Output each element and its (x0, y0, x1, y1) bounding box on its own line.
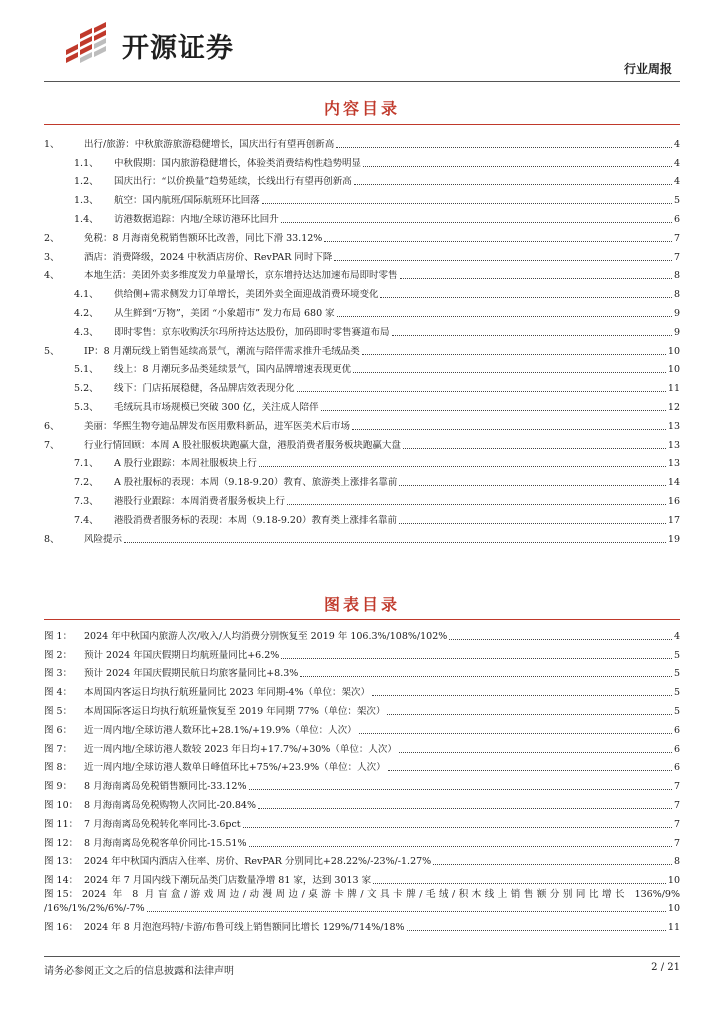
toc-entry[interactable] (44, 320, 680, 339)
toc-entry-number: 5.2、 (74, 383, 99, 395)
figure-entry-number: 图 5： (44, 705, 73, 717)
figure-entry-page: 5 (673, 687, 680, 699)
figure-entry-page: 7 (673, 818, 680, 830)
toc-entry-text: 美丽：华熙生物夸迪品牌发布医用敷料新品，进军医美术后市场 (84, 420, 351, 432)
toc-entry-number: 3、 (44, 251, 60, 263)
figure-entry-number: 图 1： (44, 630, 73, 642)
figure-entry-page: 10 (667, 903, 680, 915)
dot-leader (297, 391, 666, 392)
figure-entry-page: 6 (673, 743, 680, 755)
figure-entry-text: 预计 2024 年国庆假期民航日均旅客量同比+8.3% (84, 668, 299, 680)
toc-entry-page: 14 (667, 477, 680, 489)
figure-entry-number: 图 11： (44, 818, 79, 830)
figure-entry-number: 图 4： (44, 687, 73, 699)
figure-entry-text: 近一周内地/全球访港人数环比+28.1%/+19.9%（单位：人次） (84, 724, 357, 736)
dot-leader (324, 241, 672, 242)
figure-entry-page: 5 (673, 668, 680, 680)
figure-entry[interactable] (44, 624, 680, 643)
dot-leader (300, 676, 672, 677)
figure-entry[interactable] (44, 850, 680, 869)
toc-entry[interactable] (44, 527, 680, 546)
figures-list (44, 624, 680, 934)
toc-entry-number: 6、 (44, 420, 60, 432)
dot-leader (124, 542, 666, 543)
toc-entry-text: 行业行情回顾：本周 A 股社服板块跑赢大盘，港股消费者服务板块跑赢大盘 (84, 439, 401, 451)
dot-leader (336, 147, 672, 148)
dot-leader (334, 260, 672, 261)
figure-entry-text: 8 月海南离岛免税客单价同比-15.51% (84, 837, 247, 849)
brand-logo (62, 22, 234, 68)
figure-entry[interactable] (44, 812, 680, 831)
toc-entry-number: 1.2、 (74, 176, 99, 188)
toc-entry-text: 出行/旅游：中秋旅游旅游稳健增长，国庆出行有望再创新高 (84, 138, 335, 150)
toc-entry[interactable] (44, 245, 680, 264)
toc-entry-number: 7、 (44, 439, 60, 451)
figure-entry-number: 图 9： (44, 781, 73, 793)
figure-entry-page: 6 (673, 724, 680, 736)
toc-entry[interactable] (44, 376, 680, 395)
toc-entry[interactable] (44, 207, 680, 226)
dot-leader (399, 752, 672, 753)
figure-entry-text: 本周国内客运日均执行航班量同比 2023 年同期-4%（单位：架次） (84, 687, 370, 699)
figure-entry-page: 5 (673, 705, 680, 717)
toc-entry[interactable] (44, 226, 680, 245)
toc-entry-page: 5 (673, 195, 680, 207)
toc-entry-number: 4.2、 (74, 307, 99, 319)
figure-entry-text: 2024 年 7 月国内线下潮玩品类门店数量净增 81 家，达到 3013 家 (84, 875, 372, 887)
toc-entry-page: 13 (667, 439, 680, 451)
dot-leader (449, 639, 672, 640)
footer-divider (44, 956, 680, 957)
toc-entry-page: 13 (667, 420, 680, 432)
figure-entry-number: 图 3： (44, 668, 73, 680)
toc-entry-page: 8 (673, 270, 680, 282)
toc-entry-page: 10 (667, 364, 680, 376)
toc-entry-text: 港股行业跟踪：本周消费者服务板块上行 (114, 495, 286, 507)
figure-entry-text: 2024 年 8 月盲盒/游戏周边/动漫周边/桌游卡牌/文具卡牌/毛绒/积木线上销售额分别同比增长 136%/9% (82, 889, 680, 901)
toc-title: 内容目录 (323, 99, 400, 118)
figure-entry-page: 4 (673, 630, 680, 642)
dot-leader (392, 335, 672, 336)
toc-entry-text: 中秋假期：国内旅游稳健增长，体验类消费结构性趋势明显 (114, 157, 362, 169)
toc-entry[interactable] (44, 264, 680, 283)
dot-leader (363, 166, 672, 167)
figure-entry[interactable] (44, 915, 680, 934)
toc-entry-text: 即时零售：京东收购沃尔玛所持达达股份，加码即时零售赛道布局 (114, 326, 390, 338)
figure-entry[interactable] (44, 718, 680, 737)
toc-entry-number: 7.2、 (74, 477, 99, 489)
figure-entry-number: 图 15： (44, 889, 79, 901)
figure-entry-text: 近一周内地/全球访港人数较 2023 年日均+17.7%/+30%（单位：人次） (84, 743, 397, 755)
toc-entry[interactable] (44, 132, 680, 151)
toc-entry-number: 4.1、 (74, 289, 99, 301)
toc-entry-number: 7.4、 (74, 514, 99, 526)
page-number: 2 / 21 (651, 962, 680, 973)
figure-entry-number: 图 8： (44, 762, 73, 774)
figure-entry[interactable] (44, 643, 680, 662)
toc-entry[interactable] (44, 170, 680, 189)
figure-entry-number: 图 14： (44, 875, 79, 887)
figure-entry-page: 7 (673, 799, 680, 811)
toc-entry-text: A 股社服标的表现：本周（9.18-9.20）教育、旅游类上涨排名靠前 (114, 477, 398, 489)
toc-entry-page: 11 (667, 383, 680, 395)
figure-entry-page: 10 (667, 875, 680, 887)
toc-entry-page: 16 (667, 495, 680, 507)
dot-leader (249, 846, 672, 847)
brand-name: 开源证券 (122, 32, 234, 64)
toc-entry-text: 毛绒玩具市场规模已突破 300 亿，关注成人陪伴 (114, 401, 319, 413)
figures-title: 图表目录 (323, 595, 400, 614)
figure-entry[interactable] (44, 680, 680, 699)
dot-leader (281, 658, 672, 659)
toc-entry[interactable] (44, 339, 680, 358)
figure-entry[interactable] (44, 793, 680, 812)
toc-entry-number: 1、 (44, 138, 60, 150)
figure-entry[interactable] (44, 662, 680, 681)
figure-entry-text: 2024 年 8 月泡泡玛特/卡游/布鲁可线上销售额同比增长 129%/714%/18% (84, 921, 405, 933)
dot-leader (372, 695, 672, 696)
toc-entry-page: 4 (673, 176, 680, 188)
figure-entry[interactable] (44, 756, 680, 775)
toc-entry-text: IP：8 月潮玩线上销售延续高景气，潮流与陪伴需求推升毛绒品类 (84, 345, 360, 357)
toc-entry-text: 线下：门店拓展稳健，各品牌店效表现分化 (114, 383, 295, 395)
figure-entry[interactable] (44, 831, 680, 850)
dot-leader (281, 222, 672, 223)
figure-entry[interactable] (44, 774, 680, 793)
toc-entry[interactable] (44, 301, 680, 320)
dot-leader (403, 448, 666, 449)
toc-entry-text: A 股行业跟踪：本周社服板块上行 (114, 458, 257, 470)
toc-entry[interactable] (44, 489, 680, 508)
figure-entry-number: 图 7： (44, 743, 73, 755)
figure-entry-page: 7 (673, 781, 680, 793)
toc-list (44, 132, 680, 546)
footer-disclaimer: 请务必参阅正文之后的信息披露和法律声明 (44, 966, 234, 977)
figure-entry-number: 图 2： (44, 649, 73, 661)
toc-entry-number: 2、 (44, 232, 60, 244)
toc-entry[interactable] (44, 452, 680, 471)
toc-entry[interactable] (44, 395, 680, 414)
toc-entry-page: 12 (667, 401, 680, 413)
dot-leader (399, 485, 666, 486)
header-divider (44, 81, 680, 82)
toc-entry-text: 航空：国内航班/国际航班环比回落 (114, 195, 260, 207)
dot-leader (147, 911, 666, 912)
toc-entry-page: 4 (673, 138, 680, 150)
figure-entry[interactable] (44, 737, 680, 756)
figure-entry-page: 11 (667, 921, 680, 933)
figure-entry-page: 8 (673, 856, 680, 868)
figure-entry-number: 图 13： (44, 856, 79, 868)
toc-entry-page: 10 (667, 345, 680, 357)
toc-entry-text: 风险提示 (84, 533, 123, 545)
toc-entry[interactable] (44, 358, 680, 377)
figure-entry-line2 (44, 901, 680, 915)
figure-entry-number: 图 10： (44, 799, 79, 811)
dot-leader (433, 864, 672, 865)
dot-leader (337, 316, 672, 317)
toc-entry-number: 8、 (44, 533, 60, 545)
dot-leader (249, 789, 672, 790)
toc-entry-text: 国庆出行：“以价换量”趋势延续，长线出行有望再创新高 (114, 176, 352, 188)
figure-entry-text: 8 月海南离岛免税购物人次同比-20.84% (84, 799, 256, 811)
figure-entry-page: 6 (673, 762, 680, 774)
toc-entry-text: 本地生活：美团外卖多维度发力单量增长，京东增持达达加速布局即时零售 (84, 270, 398, 282)
report-type-label: 行业周报 (623, 62, 672, 76)
toc-entry-page: 7 (673, 232, 680, 244)
toc-entry-number: 5.3、 (74, 401, 99, 413)
dot-leader (352, 429, 666, 430)
figure-entry-text: 预计 2024 年国庆假期日均航班量同比+6.2% (84, 649, 280, 661)
toc-entry-text: 酒店：消费降级，2024 中秋酒店房价、RevPAR 同时下降 (84, 251, 333, 263)
toc-entry-page: 19 (667, 533, 680, 545)
toc-entry-page: 9 (673, 326, 680, 338)
toc-entry[interactable] (44, 188, 680, 207)
dot-leader (258, 808, 672, 809)
figure-entry-text-continued: /16%/1%/2%/6%/-7% (44, 903, 145, 915)
toc-entry-number: 1.1、 (74, 157, 99, 169)
toc-entry-text: 免税：8 月海南免税销售额环比改善，同比下滑 33.12% (84, 232, 323, 244)
figure-entry-number: 图 12： (44, 837, 79, 849)
figure-entry-number: 图 16： (44, 921, 79, 933)
toc-entry-number: 5、 (44, 345, 60, 357)
toc-entry-page: 9 (673, 307, 680, 319)
toc-entry[interactable] (44, 282, 680, 301)
figure-entry-text: 7 月海南离岛免税转化率同比-3.6pct (84, 818, 241, 830)
toc-entry-number: 7.3、 (74, 495, 99, 507)
toc-entry[interactable] (44, 508, 680, 527)
toc-entry-text: 访港数据追踪：内地/全球访港环比回升 (114, 213, 279, 225)
toc-entry-text: 供给侧+需求侧发力订单增长，美团外卖全面迎战消费环境变化 (114, 289, 379, 301)
toc-entry-page: 8 (673, 289, 680, 301)
figure-entry-wrapped[interactable] (44, 887, 680, 915)
toc-entry-number: 7.1、 (74, 458, 99, 470)
toc-entry-page: 17 (667, 514, 680, 526)
toc-entry[interactable] (44, 414, 680, 433)
dot-leader (262, 203, 672, 204)
toc-entry-number: 4.3、 (74, 326, 99, 338)
toc-entry-page: 7 (673, 251, 680, 263)
toc-entry-number: 1.3、 (74, 195, 99, 207)
dot-leader (373, 883, 666, 884)
dot-leader (400, 278, 672, 279)
figure-entry-text: 8 月海南离岛免税销售额同比-33.12% (84, 781, 247, 793)
toc-entry-number: 5.1、 (74, 364, 99, 376)
toc-entry-page: 6 (673, 213, 680, 225)
dot-leader (259, 466, 666, 467)
toc-entry-page: 4 (673, 157, 680, 169)
kaiyuan-securities-logo-icon (62, 22, 120, 68)
dot-leader (359, 733, 672, 734)
figure-entry-line1 (44, 887, 680, 901)
toc-entry[interactable] (44, 470, 680, 489)
toc-title-divider (44, 124, 680, 125)
figure-entry-text: 2024 年中秋国内酒店入住率、房价、RevPAR 分别同比+28.22%/-23%/-1.27% (84, 856, 432, 868)
toc-entry-page: 13 (667, 458, 680, 470)
toc-entry[interactable] (44, 433, 680, 452)
figure-entry[interactable] (44, 868, 680, 887)
figure-entry-text: 近一周内地/全球访港人数单日峰值环比+75%/+23.9%（单位：人次） (84, 762, 386, 774)
toc-entry-number: 4、 (44, 270, 60, 282)
figures-title-divider (44, 619, 680, 620)
figure-entry[interactable] (44, 699, 680, 718)
figure-entry-number: 图 6： (44, 724, 73, 736)
dot-leader (388, 770, 672, 771)
dot-leader (407, 930, 666, 931)
dot-leader (354, 184, 672, 185)
dot-leader (321, 410, 666, 411)
dot-leader (387, 714, 672, 715)
dot-leader (380, 297, 671, 298)
toc-entry-text: 从生鲜到“万物”，美团 “小象超市” 发力布局 680 家 (114, 307, 335, 319)
dot-leader (399, 523, 666, 524)
toc-entry-text: 港股消费者服务标的表现：本周（9.18-9.20）教育类上涨排名靠前 (114, 514, 398, 526)
dot-leader (287, 504, 666, 505)
figure-entry-page: 7 (673, 837, 680, 849)
dot-leader (362, 354, 666, 355)
figure-entry-page: 5 (673, 649, 680, 661)
toc-entry-text: 线上：8 月潮玩多品类延续景气，国内品牌增速表现更优 (114, 364, 352, 376)
figure-entry-text: 2024 年中秋国内旅游人次/收入/人均消费分别恢复至 2019 年 106.3%/108%/102% (84, 630, 448, 642)
figure-entry-text: 本周国际客运日均执行航班量恢复至 2019 年同期 77%（单位：架次） (84, 705, 386, 717)
dot-leader (353, 372, 666, 373)
toc-entry-number: 1.4、 (74, 213, 99, 225)
dot-leader (243, 827, 672, 828)
toc-entry[interactable] (44, 151, 680, 170)
